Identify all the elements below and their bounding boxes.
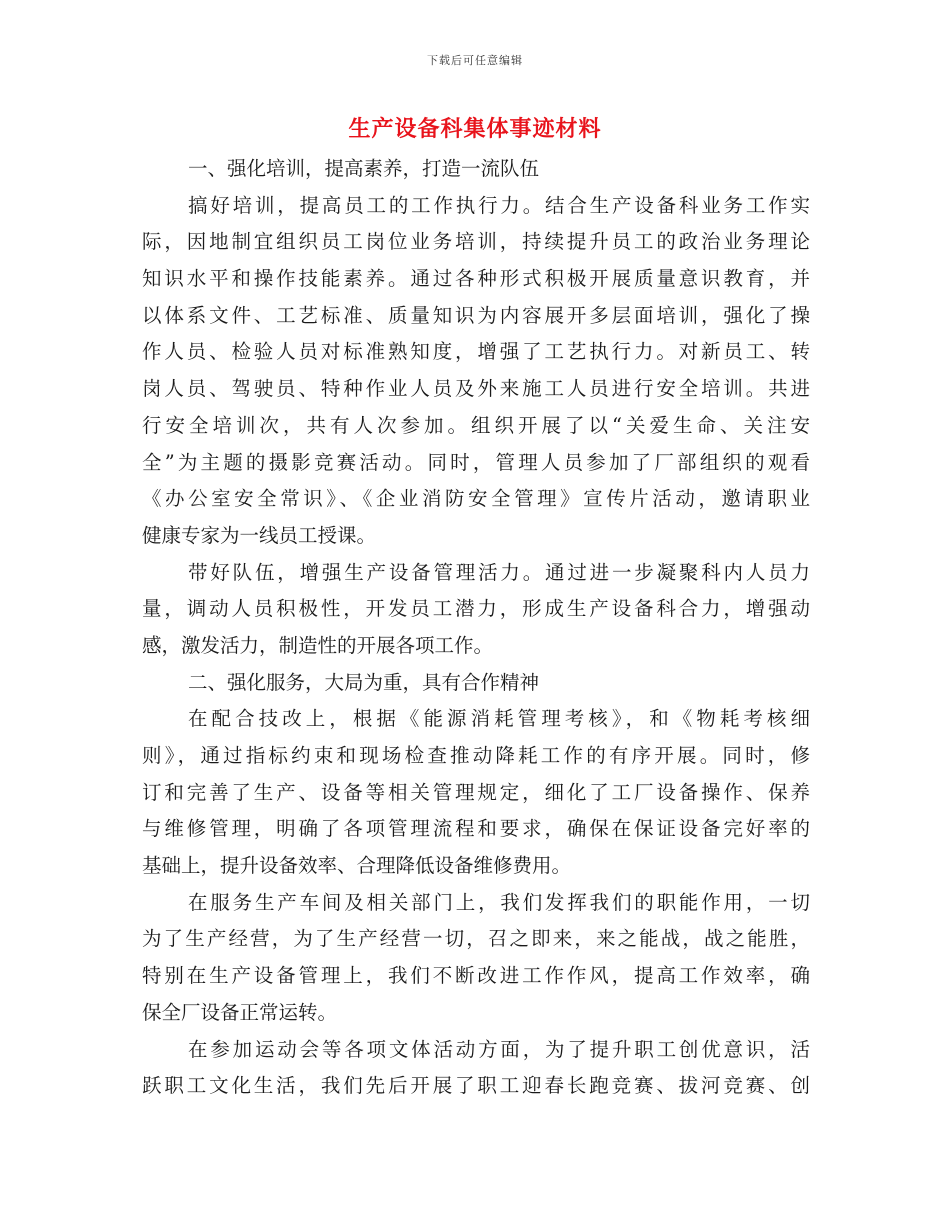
paragraph-line: 知识水平和操作技能素养。通过各种形式积极开展质量意识教育，并 [142, 267, 810, 291]
paragraph-line: 际，因地制宜组织员工岗位业务培训，持续提升员工的政治业务理论 [142, 230, 810, 254]
paragraph-line: 为了生产经营，为了生产经营一切，召之即来，来之能战，战之能胜， [142, 927, 810, 951]
paragraph-line: 量，调动人员积极性，开发员工潜力，形成生产设备科合力，增强动 [142, 597, 810, 621]
paragraph-line: 全”为主题的摄影竞赛活动。同时，管理人员参加了厂部组织的观看 [142, 450, 810, 474]
document-title: 生产设备科集体事迹材料 [348, 116, 602, 142]
paragraph-line: 在参加运动会等各项文体活动方面，为了提升职工创优意识，活 [188, 1037, 810, 1061]
paragraph-line: 带好队伍，增强生产设备管理活力。通过进一步凝聚科内人员力 [188, 560, 810, 584]
section-heading: 二、强化服务，大局为重，具有合作精神 [188, 670, 540, 694]
paragraph-line: 订和完善了生产、设备等相关管理规定，细化了工厂设备操作、保养 [142, 780, 810, 804]
paragraph-line: 保全厂设备正常运转。 [142, 1000, 338, 1024]
paragraph-line: 搞好培训，提高员工的工作执行力。结合生产设备科业务工作实 [188, 193, 810, 217]
paragraph-line: 与维修管理，明确了各项管理流程和要求，确保在保证设备完好率的 [142, 817, 810, 841]
paragraph-line: 健康专家为一线员工授课。 [142, 523, 377, 547]
paragraph-line: 基础上，提升设备效率、合理降低设备维修费用。 [142, 854, 572, 878]
paragraph-line: 行安全培训次，共有人次参加。组织开展了以“关爱生命、关注安 [142, 413, 810, 437]
page-header-note: 下载后可任意编辑 [427, 54, 523, 67]
section-heading: 一、强化培训，提高素养，打造一流队伍 [188, 157, 540, 180]
paragraph-line: 《办公室安全常识》、《企业消防安全管理》宣传片活动，邀请职业 [142, 487, 810, 511]
paragraph-line: 跃职工文化生活，我们先后开展了职工迎春长跑竞赛、拔河竞赛、创 [142, 1074, 810, 1098]
paragraph-line: 作人员、检验人员对标准熟知度，增强了工艺执行力。对新员工、转 [142, 340, 810, 364]
paragraph-line: 岗人员、驾驶员、特种作业人员及外来施工人员进行安全培训。共进 [142, 377, 810, 401]
paragraph-line: 感，激发活力，制造性的开展各项工作。 [142, 633, 494, 657]
paragraph-line: 以体系文件、工艺标准、质量知识为内容展开多层面培训，强化了操 [142, 303, 810, 327]
paragraph-line: 特别在生产设备管理上，我们不断改进工作作风，提高工作效率，确 [142, 964, 810, 988]
paragraph-line: 则》，通过指标约束和现场检查推动降耗工作的有序开展。同时，修 [142, 744, 810, 767]
paragraph-line: 在配合技改上，根据《能源消耗管理考核》，和《物耗考核细 [188, 707, 810, 731]
paragraph-line: 在服务生产车间及相关部门上，我们发挥我们的职能作用，一切 [188, 890, 810, 914]
document-body [142, 151, 810, 1105]
